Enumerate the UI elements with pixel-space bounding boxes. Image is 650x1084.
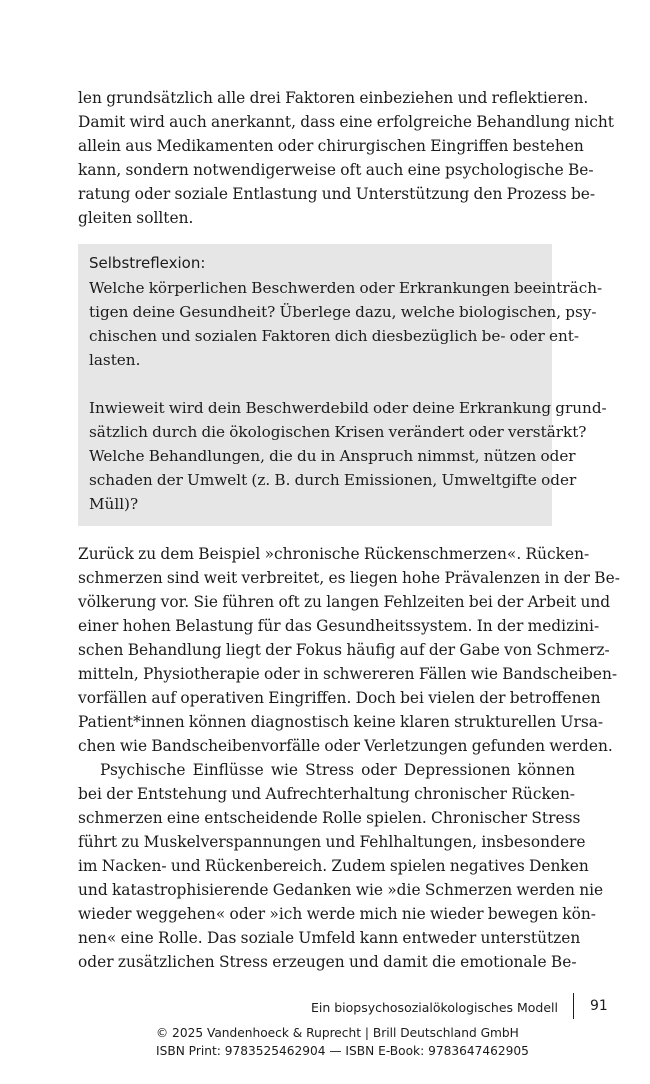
box-paragraph-1 — [89, 276, 603, 372]
body-paragraph-3 — [78, 758, 604, 974]
text-line: gleiten sollten. — [78, 209, 194, 227]
text-line: völkerung vor. Sie führen oft zu langen Fehlzeiten bei der Arbeit und — [78, 593, 611, 611]
text-line: schaden der Umwelt (z. B. durch Emissionen, Umweltgifte oder — [89, 471, 577, 489]
text-line: schmerzen sind weit verbreitet, es liegen hohe Prävalenzen in der Be- — [78, 569, 620, 587]
copyright-line: © 2025 Vandenhoeck & Ruprecht | Brill Deutschland GmbH — [156, 1026, 519, 1040]
text-line: im Nacken- und Rückenbereich. Zudem spielen negatives Denken — [78, 857, 589, 875]
page-body — [78, 86, 620, 974]
self-reflection-box — [78, 244, 607, 526]
text-line: chischen und sozialen Faktoren dich diesbezüglich be- oder ent- — [89, 327, 580, 345]
text-line: allein aus Medikamenten oder chirurgischen Eingriffen bestehen — [78, 137, 584, 155]
text-line: kann, sondern notwendigerweise oft auch eine psychologische Be- — [78, 161, 594, 179]
box-title: Selbstreflexion: — [89, 254, 206, 272]
text-line: vorfällen auf operativen Eingriffen. Doch bei vielen der betroffenen — [78, 689, 601, 707]
box-paragraph-2 — [89, 396, 607, 516]
text-line: Welche Behandlungen, die du in Anspruch nimmst, nützen oder — [89, 447, 576, 465]
text-line: wieder weggehen« oder »ich werde mich nie wieder bewegen kön- — [78, 905, 596, 923]
text-line: mitteln, Physiotherapie oder in schwereren Fällen wie Bandscheiben- — [78, 665, 618, 683]
text-line: len grundsätzlich alle drei Faktoren einbeziehen und reflektieren. — [78, 89, 589, 107]
text-line: Inwieweit wird dein Beschwerdebild oder deine Erkrankung grund- — [89, 399, 607, 417]
text-line: und katastrophisierende Gedanken wie »die Schmerzen werden nie — [78, 881, 604, 899]
text-line: führt zu Muskelverspannungen und Fehlhaltungen, insbesondere — [78, 833, 586, 851]
text-line: ratung oder soziale Entlastung und Unterstützung den Prozess be- — [78, 185, 596, 203]
body-paragraph-2 — [78, 542, 620, 758]
text-line: Zurück zu dem Beispiel »chronische Rückenschmerzen«. Rücken- — [78, 545, 590, 563]
text-line: schmerzen eine entscheidende Rolle spielen. Chronischer Stress — [78, 809, 581, 827]
text-line: einer hohen Belastung für das Gesundheitssystem. In der medizini- — [78, 617, 600, 635]
text-line: oder zusätzlichen Stress erzeugen und damit die emotionale Be- — [78, 953, 577, 971]
text-line: schen Behandlung liegt der Fokus häufig auf der Gabe von Schmerz- — [78, 641, 610, 659]
text-line: tigen deine Gesundheit? Überlege dazu, welche biologischen, psy- — [89, 303, 597, 321]
isbn-line: ISBN Print: 9783525462904 — ISBN E-Book: 9783647462905 — [156, 1044, 529, 1058]
text-line: Damit wird auch anerkannt, dass eine erfolgreiche Behandlung nicht — [78, 113, 614, 131]
page-number: 91 — [590, 998, 608, 1014]
running-title: Ein biopsychosozialökologisches Modell — [310, 1000, 558, 1015]
text-line: Welche körperlichen Beschwerden oder Erkrankungen beeinträch- — [89, 279, 603, 297]
body-paragraph-1 — [78, 86, 614, 230]
text-line: Müll)? — [89, 495, 139, 513]
text-line: Patient*innen können diagnostisch keine klaren strukturellen Ursa- — [78, 713, 604, 731]
text-line: Psychische Einflüsse wie Stress oder Depressionen können — [100, 761, 575, 779]
footer-divider — [573, 993, 574, 1019]
text-line: lasten. — [89, 351, 141, 369]
text-line: sätzlich durch die ökologischen Krisen verändert oder verstärkt? — [89, 423, 587, 441]
text-line: nen« eine Rolle. Das soziale Umfeld kann entweder unterstützen — [78, 929, 581, 947]
text-line: chen wie Bandscheibenvorfälle oder Verletzungen gefunden werden. — [78, 737, 613, 755]
copyright-block — [156, 1024, 529, 1060]
text-line: bei der Entstehung und Aufrechterhaltung chronischer Rücken- — [78, 785, 575, 803]
paragraph-gap — [89, 372, 540, 396]
